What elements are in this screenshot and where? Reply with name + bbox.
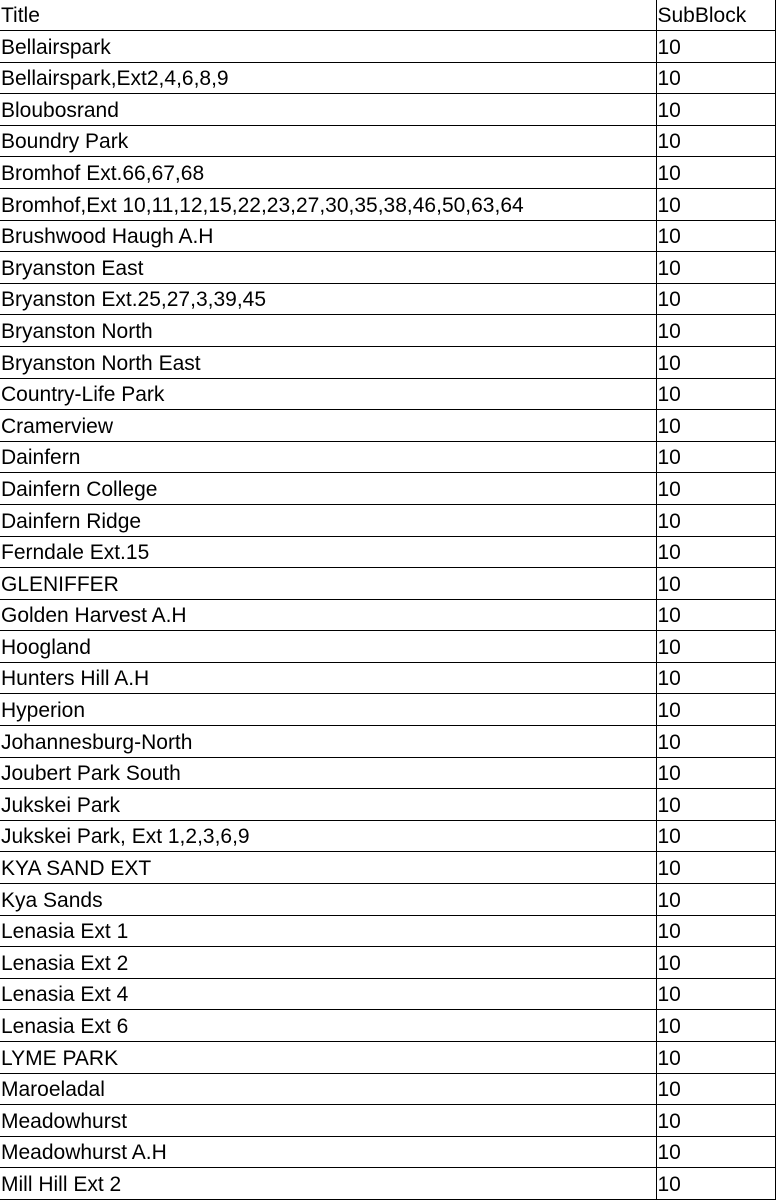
table-row (0, 252, 775, 284)
title-cell[interactable]: KYA SAND EXT (0, 852, 656, 884)
table-row (0, 283, 775, 315)
title-cell[interactable]: Bellairspark,Ext2,4,6,8,9 (0, 62, 656, 94)
table-row (0, 694, 775, 726)
table-row (0, 852, 775, 884)
title-cell[interactable]: Cramerview (0, 410, 656, 442)
title-cell[interactable]: Boundry Park (0, 125, 656, 157)
subblock-cell[interactable]: 10 (656, 631, 775, 663)
table-row (0, 410, 775, 442)
table-row (0, 504, 775, 536)
subblock-cell[interactable]: 10 (656, 568, 775, 600)
title-cell[interactable]: Golden Harvest A.H (0, 599, 656, 631)
table-row (0, 726, 775, 758)
title-cell[interactable]: Ferndale Ext.15 (0, 536, 656, 568)
title-cell[interactable]: Lenasia Ext 2 (0, 947, 656, 979)
subblock-cell[interactable]: 10 (656, 1168, 775, 1200)
title-cell[interactable]: Mill Hill Ext 2 (0, 1168, 656, 1200)
table-row (0, 441, 775, 473)
table-row (0, 378, 775, 410)
subblock-cell[interactable]: 10 (656, 220, 775, 252)
table-row (0, 789, 775, 821)
header-row (0, 0, 775, 31)
table-row (0, 536, 775, 568)
title-cell[interactable]: Johannesburg-North (0, 726, 656, 758)
header-subblock[interactable]: SubBlock (656, 0, 775, 31)
subblock-cell[interactable]: 10 (656, 252, 775, 284)
table-row (0, 62, 775, 94)
header-title[interactable]: Title (0, 0, 656, 31)
table-row (0, 1136, 775, 1168)
title-cell[interactable]: Bryanston North (0, 315, 656, 347)
subblock-cell[interactable]: 10 (656, 62, 775, 94)
subblock-cell[interactable]: 10 (656, 1136, 775, 1168)
table-row (0, 1073, 775, 1105)
table-row (0, 125, 775, 157)
table-row (0, 157, 775, 189)
title-cell[interactable]: Bryanston North East (0, 346, 656, 378)
title-cell[interactable]: Hyperion (0, 694, 656, 726)
title-cell[interactable]: Joubert Park South (0, 757, 656, 789)
subblock-cell[interactable]: 10 (656, 188, 775, 220)
subblock-cell[interactable]: 10 (656, 884, 775, 916)
title-cell[interactable]: Maroeladal (0, 1073, 656, 1105)
table-row (0, 315, 775, 347)
title-cell[interactable]: Bromhof,Ext 10,11,12,15,22,23,27,30,35,38,46,50,63,64 (0, 188, 656, 220)
table-row (0, 220, 775, 252)
subblock-cell[interactable]: 10 (656, 536, 775, 568)
subblock-cell[interactable]: 10 (656, 820, 775, 852)
table-row (0, 884, 775, 916)
title-cell[interactable]: Hoogland (0, 631, 656, 663)
subblock-cell[interactable]: 10 (656, 378, 775, 410)
subblock-cell[interactable]: 10 (656, 726, 775, 758)
subblock-cell[interactable]: 10 (656, 94, 775, 126)
title-cell[interactable]: Bellairspark (0, 31, 656, 63)
title-cell[interactable]: Lenasia Ext 6 (0, 1010, 656, 1042)
table-row (0, 346, 775, 378)
title-cell[interactable]: Lenasia Ext 1 (0, 915, 656, 947)
title-cell[interactable]: Dainfern (0, 441, 656, 473)
table-row (0, 188, 775, 220)
subblock-cell[interactable]: 10 (656, 1010, 775, 1042)
subblock-cell[interactable]: 10 (656, 757, 775, 789)
table-row (0, 1168, 775, 1200)
subblock-cell[interactable]: 10 (656, 31, 775, 63)
table-row (0, 820, 775, 852)
subblock-cell[interactable]: 10 (656, 599, 775, 631)
title-cell[interactable]: Jukskei Park (0, 789, 656, 821)
title-cell[interactable]: Dainfern Ridge (0, 504, 656, 536)
title-cell[interactable]: Kya Sands (0, 884, 656, 916)
title-cell[interactable]: Bloubosrand (0, 94, 656, 126)
title-cell[interactable]: Lenasia Ext 4 (0, 978, 656, 1010)
subblock-cell[interactable]: 10 (656, 662, 775, 694)
subblock-cell[interactable]: 10 (656, 315, 775, 347)
table-row (0, 599, 775, 631)
title-cell[interactable]: GLENIFFER (0, 568, 656, 600)
table-row (0, 94, 775, 126)
table-row (0, 915, 775, 947)
subblock-cell[interactable]: 10 (656, 947, 775, 979)
table-row (0, 568, 775, 600)
title-cell[interactable]: LYME PARK (0, 1042, 656, 1074)
subblock-cell[interactable]: 10 (656, 694, 775, 726)
subblock-cell[interactable]: 10 (656, 504, 775, 536)
table-row (0, 631, 775, 663)
table-row (0, 1042, 775, 1074)
subblock-cell[interactable]: 10 (656, 283, 775, 315)
subblock-cell[interactable]: 10 (656, 125, 775, 157)
title-cell[interactable]: Brushwood Haugh A.H (0, 220, 656, 252)
title-cell[interactable]: Bromhof Ext.66,67,68 (0, 157, 656, 189)
table-row (0, 757, 775, 789)
subblock-cell[interactable]: 10 (656, 473, 775, 505)
table-row (0, 978, 775, 1010)
subblock-cell[interactable]: 10 (656, 346, 775, 378)
title-cell[interactable]: Hunters Hill A.H (0, 662, 656, 694)
title-cell[interactable]: Bryanston Ext.25,27,3,39,45 (0, 283, 656, 315)
title-cell[interactable]: Bryanston East (0, 252, 656, 284)
subblock-cell[interactable]: 10 (656, 1042, 775, 1074)
title-cell[interactable]: Jukskei Park, Ext 1,2,3,6,9 (0, 820, 656, 852)
table-row (0, 31, 775, 63)
title-cell[interactable]: Meadowhurst (0, 1105, 656, 1137)
table-row (0, 1105, 775, 1137)
subblock-cell[interactable]: 10 (656, 441, 775, 473)
subblock-cell[interactable]: 10 (656, 410, 775, 442)
subblock-cell[interactable]: 10 (656, 978, 775, 1010)
table-row (0, 947, 775, 979)
subblock-cell[interactable]: 10 (656, 1073, 775, 1105)
table-row (0, 1010, 775, 1042)
subblock-cell[interactable]: 10 (656, 852, 775, 884)
subblock-cell[interactable]: 10 (656, 157, 775, 189)
subblock-cell[interactable]: 10 (656, 1105, 775, 1137)
subblock-cell[interactable]: 10 (656, 789, 775, 821)
table-row (0, 662, 775, 694)
table-row (0, 473, 775, 505)
title-cell[interactable]: Country-Life Park (0, 378, 656, 410)
title-cell[interactable]: Meadowhurst A.H (0, 1136, 656, 1168)
title-cell[interactable]: Dainfern College (0, 473, 656, 505)
subblock-cell[interactable]: 10 (656, 915, 775, 947)
